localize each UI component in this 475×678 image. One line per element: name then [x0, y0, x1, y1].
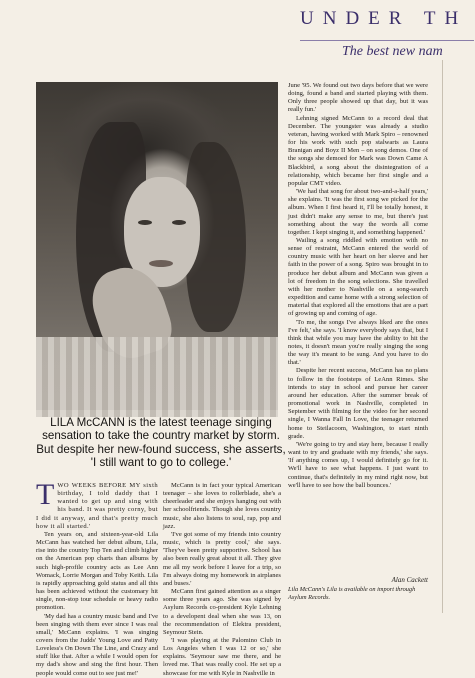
- body-paragraph: Wailing a song riddled with emotion with no sense of restraint, McCann entered the world of country music with her heart on her sleeve and her faith in the power of a song. Spiro was brought in to produce her debut album and McCann was given a lot of freedom in the song selections. She travelled with her mother to Nashville on a song-search expedition and came home with a strong selection of material that explored all the emotions that are a part of growing up and coming of age.: [288, 236, 428, 318]
- body-paragraph: McCann first gained attention as a singer some three years ago. She was signed by Asylum Records co-president Kyle Lehning to a developent deal when she was 13, on the recommendation of Elektra president, Seymour Stein.: [163, 588, 281, 636]
- body-paragraph: Lehning signed McCann to a record deal that December. The youngster was already a studio veteran, having worked with Mark Spiro – renowned for his work with such pop stalwarts as Laura Branigan and Boyz II Men – on song demos. One of the songs she demoed for Mark was Down Came A Blackbird, a song about the disintegration of a relationship, which became her first single and a popular CMT video.: [288, 114, 428, 187]
- body-paragraph: McCann is in fact your typical American teenager – she loves to rollerblade, she's a cheerleader and she enjoys hanging out with her schoolfriends. Though she loves country music, she also listens to soul, rap, pop and jazz.: [163, 482, 281, 530]
- article-column-left: [36, 478, 158, 677]
- page-edge: [442, 60, 475, 613]
- article-column-right: [288, 82, 428, 574]
- body-paragraph: 'To me, the songs I've always liked are the ones I've felt,' she says. 'I know everybody says that, but I think that while you may have the ability to hit the notes, it doesn't mean you're really singing the song the way it's meant to be sung. And you have to do that.': [288, 318, 428, 367]
- lead-paragraph: [36, 478, 158, 531]
- body-paragraph: 'I've got some of my friends into country music, which is pretty cool,' she says. 'They've been pretty supportive. School has also been really great about it all. They give me all my work before I leave for a trip, so I'm always doing my homework in airplanes and buses.': [163, 530, 281, 587]
- drop-cap: T: [36, 478, 55, 511]
- header-rule: [300, 40, 474, 41]
- body-paragraph: 'I was playing at the Palomino Club in Los Angeles when I was 12 or so,' she explains. 'Seymour saw me there, and he loved me. That was really cool. He set up a showcase for me with Kyle in Nashville in: [163, 636, 281, 677]
- author-byline: Alan Cackett: [391, 576, 428, 584]
- lead-text: WO WEEKS BEFORE MY sixth birthday, I told daddy that I wanted to get up and sing with his band. It was pretty corny, but I did it anyway, and that's pretty much how it all started.': [36, 482, 158, 530]
- album-caption: Lila McCann's Lila is available on import through Asylum Records.: [288, 586, 416, 601]
- pull-quote: LILA McCANN is the latest teenage singing sensation to take the country market by storm. But despite her new-found success, she asserts, 'I still want to go to college.': [36, 416, 286, 470]
- artist-photo: [36, 82, 278, 410]
- body-paragraph: Ten years on, and sixteen-year-old Lila McCann has watched her debut album, Lila, rise into the country Top Ten and climb higher on the American pop charts than albums by such high-profile country acts as Lee Ann Womack, Lorrie Morgan and Toby Keith. Lila is rapidly approaching gold status and all this has been achieved without the customary hit single, non-stop tour schedule or heavy radio promotion.: [36, 530, 158, 612]
- body-paragraph: 'We're going to try and stay here, because I really want to try and graduate with my friends,' she says. 'If anything comes up, I would definitely go for it. We'll have to see what happens. I just want to continue, that's definitely in my mind right now, but we'll have to see how the ball bounces.': [288, 440, 428, 489]
- body-paragraph: Despite her recent success, McCann has no plans to follow in the footsteps of LeAnn Rimes. She intends to stay in school and pursue her career around her education. After the summer break of promotional work in Nashville, completed in September with filming for the video for her second single, I Wanna Fall In Love, the teenager returned home to Steilacoom, Washington, to start ninth grade.: [288, 367, 428, 440]
- section-header-subtitle: The best new nam: [342, 44, 443, 59]
- article-column-middle: [163, 482, 281, 677]
- body-paragraph: June '95. We found out two days before that we were doing, found a band and started playing with them. Only three people showed up that day, but it was really fun.': [288, 82, 428, 114]
- body-paragraph: 'We had that song for about two-and-a-half years,' she explains. 'It was the first song we picked for the album. When I first heard it, I'll be totally honest, it just didn't make any sense to me, but there's just something about the way the words all come together. I kept singing it, and something happened.': [288, 188, 428, 236]
- body-paragraph: 'My dad has a country music band and I've been singing with them ever since I was real small,' McCann explains. 'I was singing covers from the Judds' Young Love and Patty Loveless's On Down The Line, and Crazy and stuff like that. After a while I would open for my dad's show and sing the first hour. Then people would come out to see just me!': [36, 612, 158, 677]
- section-header-title: UNDER TH: [300, 8, 468, 29]
